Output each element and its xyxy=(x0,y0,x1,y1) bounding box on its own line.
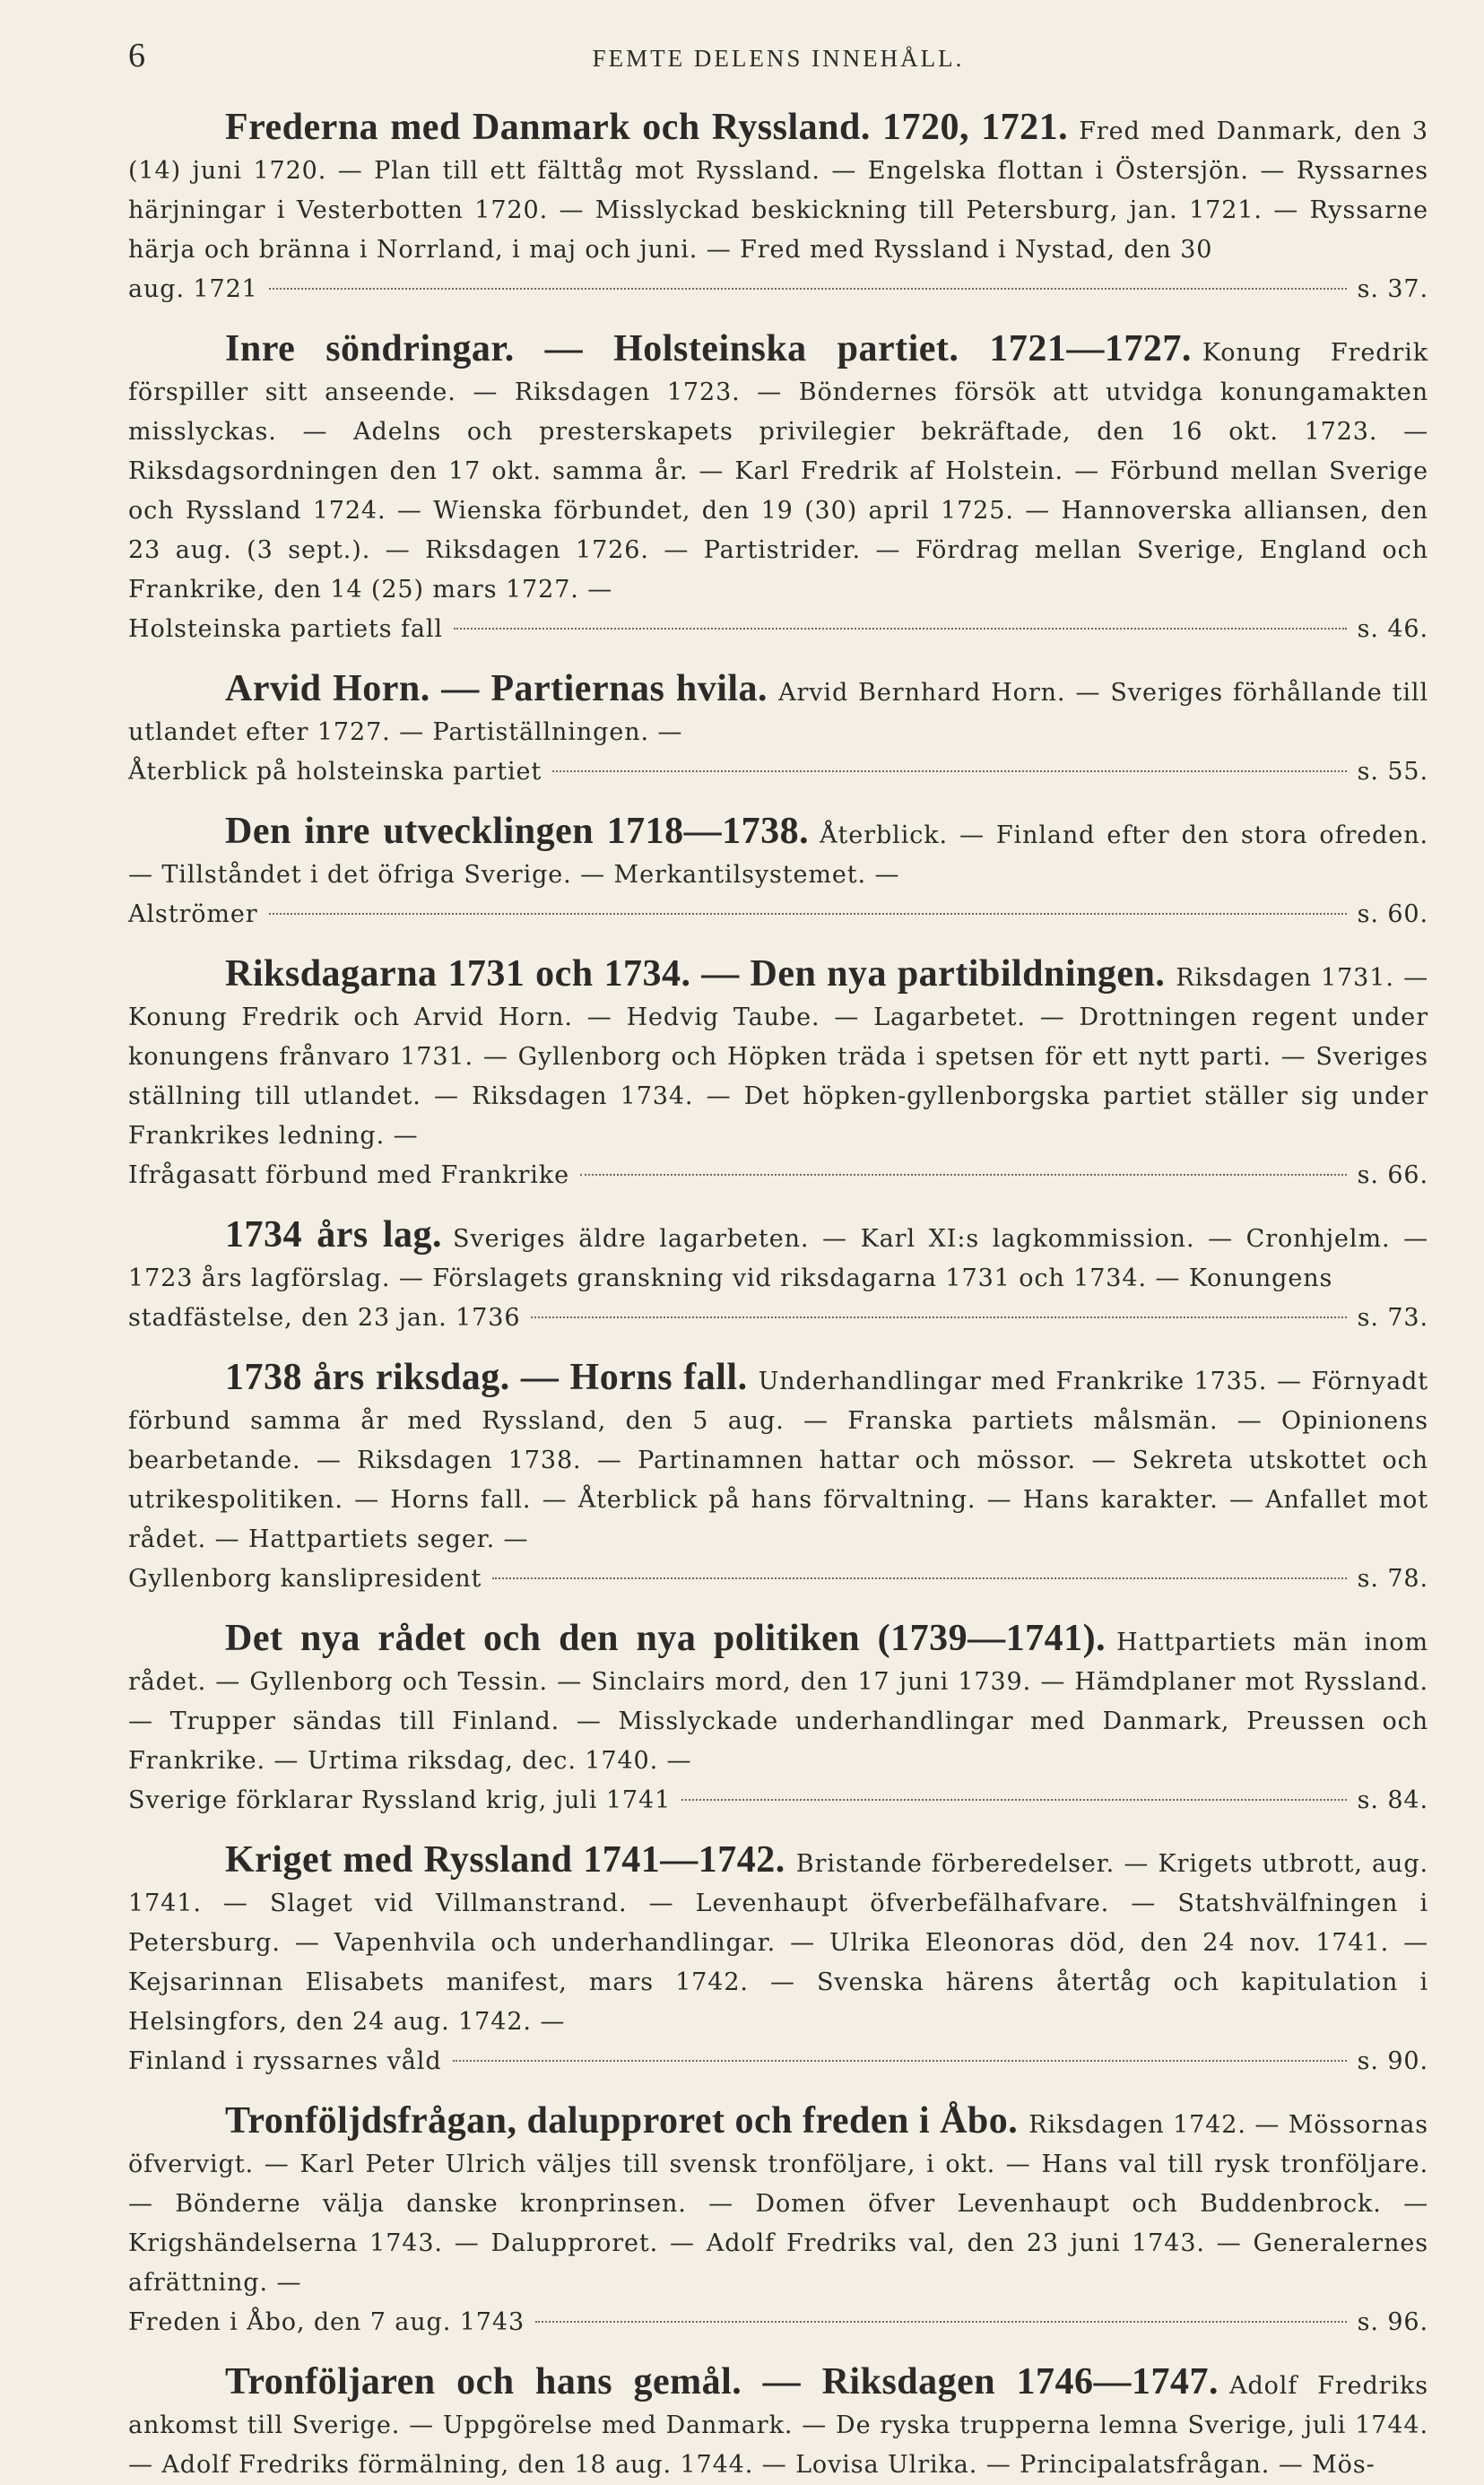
chapter-title: Den inre utvecklingen 1718—1738. xyxy=(225,811,810,852)
entry-body xyxy=(128,1619,1428,1781)
contents-entry xyxy=(128,1619,1428,1820)
entry-body xyxy=(128,669,1428,752)
contents-entry xyxy=(128,1215,1428,1338)
chapter-summary-end: stadfästelse, den 23 jan. 1736 xyxy=(128,1304,521,1332)
page-reference: s. 60. xyxy=(1357,900,1428,928)
page-number: 6 xyxy=(128,37,145,74)
entry-body xyxy=(128,108,1428,270)
entry-body xyxy=(128,2101,1428,2303)
chapter-title: 1734 års lag. xyxy=(225,1214,443,1256)
chapter-summary: Bristande förberedelser. — Krigets utbrott, aug. 1741. — Slaget vid Villmanstrand. — Levenhaupt öfverbefälhafvare. — Statshvälfningen i Petersburg. — Vapenhvila och underhandlingar. — Ulrika Eleonoras död, den 24 nov. 1741. — Kejsarinnan Elisabets manifest, mars 1742. — Svenska härens återtåg och kapitulation i Helsingfors, den 24 aug. 1742. — xyxy=(128,1850,1428,2036)
chapter-summary-end: Gyllenborg kanslipresident xyxy=(128,1565,482,1593)
chapter-summary: Konung Fredrik förspiller sitt anseende. — Riksdagen 1723. — Böndernes försök att utvidga konungamakten misslyckas. — Adelns och presterskapets privilegier bekräftade, den 16 okt. 1723. — Riksdagsordningen den 17 okt. samma år. — Karl Fredrik af Holstein. — Förbund mellan Sverige och Ryssland 1724. — Wienska förbundet, den 19 (30) april 1725. — Hannoverska alliansen, den 23 aug. (3 sept.). — Riksdagen 1726. — Partistrider. — Fördrag mellan Sverige, England och Frankrike, den 14 (25) mars 1727. — xyxy=(128,339,1428,604)
chapter-summary: Hattpartiets män inom rådet. — Gyllenborg och Tessin. — Sinclairs mord, den 17 juni 1739. — Hämdplaner mot Ryssland. — Trupper sändas till Finland. — Misslyckade underhandlingar med Danmark, Preussen och Frankrike. — Urtima riksdag, dec. 1740. — xyxy=(128,1629,1428,1775)
contents-entry xyxy=(128,329,1428,649)
entry-body xyxy=(128,2362,1428,2485)
dot-leader xyxy=(492,1577,1346,1579)
page-reference-line xyxy=(128,270,1428,309)
chapter-summary: Fred med Danmark, den 3 (14) juni 1720. — Plan till ett fälttåg mot Ryssland. — Engelska flottan i Östersjön. — Ryssarnes härjningar i Vesterbotten 1720. — Misslyckad beskickning till Petersburg, jan. 1721. — Ryssarne härja och bränna i Norrland, i maj och juni. — Fred med Ryssland i Nystad, den 30 xyxy=(128,117,1428,264)
chapter-title: 1738 års riksdag. — Horns fall. xyxy=(225,1357,748,1398)
entry-body xyxy=(128,1358,1428,1560)
page-reference: s. 78. xyxy=(1357,1565,1428,1593)
chapter-summary: Adolf Fredriks ankomst till Sverige. — Uppgörelse med Danmark. — De ryska trupperna lemna Sverige, juli 1744. — Adolf Fredriks förmälning, den 18 aug. 1744. — Lovisa Ulrika. — Principalatsfrågan. — Mös- xyxy=(128,2372,1428,2479)
chapter-summary: Återblick. — Finland efter den stora ofreden. — Tillståndet i det öfriga Sverige. — Merkantilsystemet. — xyxy=(128,821,1428,889)
chapter-title: Riksdagarna 1731 och 1734. — Den nya partibildningen. xyxy=(225,953,1166,995)
page-reference-line xyxy=(128,2042,1428,2081)
entry-body xyxy=(128,1215,1428,1299)
chapter-summary-end: Ifrågasatt förbund med Frankrike xyxy=(128,1161,569,1189)
dot-leader xyxy=(681,1799,1346,1801)
dot-leader xyxy=(580,1174,1347,1176)
chapter-title: Tronföljaren och hans gemål. — Riksdagen 1746—1747. xyxy=(225,2361,1219,2402)
page-reference: s. 73. xyxy=(1357,1304,1428,1332)
chapter-summary-end: Freden i Åbo, den 7 aug. 1743 xyxy=(128,2308,525,2336)
chapter-summary: Riksdagen 1731. — Konung Fredrik och Arvid Horn. — Hedvig Taube. — Lagarbetet. — Drottningen regent under konungens frånvaro 1731. — Gyllenborg och Höpken träda i spetsen för ett nytt parti. — Sveriges ställning till utlandet. — Riksdagen 1734. — Det höpken-gyllenborgska partiet ställer sig under Frankrikes ledning. — xyxy=(128,964,1428,1150)
dot-leader xyxy=(531,1316,1346,1318)
contents-list xyxy=(128,108,1428,2485)
chapter-summary-end: Sverige förklarar Ryssland krig, juli 1741 xyxy=(128,1786,672,1814)
chapter-summary-end: Återblick på holsteinska partiet xyxy=(128,758,542,786)
dot-leader xyxy=(454,628,1347,630)
entry-body xyxy=(128,812,1428,895)
page-header: FEMTE DELENS INNEHÅLL. xyxy=(592,45,965,72)
dot-leader xyxy=(453,2060,1347,2062)
chapter-title: Arvid Horn. — Partiernas hvila. xyxy=(225,668,768,709)
contents-entry xyxy=(128,669,1428,792)
page-reference: s. 84. xyxy=(1357,1786,1428,1814)
page-reference-line xyxy=(128,1299,1428,1338)
chapter-summary: Arvid Bernhard Horn. — Sveriges förhållande till utlandet efter 1727. — Partiställningen. — xyxy=(128,679,1428,746)
chapter-summary-end: Holsteinska partiets fall xyxy=(128,615,443,643)
page-reference: s. 90. xyxy=(1357,2047,1428,2075)
page-reference-line xyxy=(128,2303,1428,2342)
chapter-title: Tronföljdsfrågan, dalupproret och freden i Åbo. xyxy=(225,2100,1019,2142)
chapter-title: Det nya rådet och den nya politiken (1739—1741). xyxy=(225,1618,1106,1659)
page-reference-line xyxy=(128,1781,1428,1820)
page-reference-line xyxy=(128,752,1428,792)
contents-entry xyxy=(128,108,1428,309)
chapter-summary: Underhandlingar med Frankrike 1735. — Förnyadt förbund samma år med Ryssland, den 5 aug. — Franska partiets målsmän. — Opinionens bearbetande. — Riksdagen 1738. — Partinamnen hattar och mössor. — Sekreta utskottet och utrikespolitiken. — Horns fall. — Återblick på hans förvaltning. — Hans karakter. — Anfallet mot rådet. — Hattpartiets seger. — xyxy=(128,1368,1428,1553)
dot-leader xyxy=(269,913,1347,915)
chapter-title: Frederna med Danmark och Ryssland. 1720, 1721. xyxy=(225,107,1069,148)
page-reference: s. 55. xyxy=(1357,758,1428,786)
entry-body xyxy=(128,329,1428,610)
dot-leader xyxy=(269,288,1347,290)
contents-entry xyxy=(128,812,1428,934)
page-reference-line xyxy=(128,895,1428,934)
dot-leader xyxy=(535,2321,1347,2323)
contents-entry xyxy=(128,954,1428,1195)
page-reference-line xyxy=(128,1156,1428,1195)
chapter-summary: Sveriges äldre lagarbeten. — Karl XI:s lagkommission. — Cronhjelm. — 1723 års lagförslag. — Förslagets granskning vid riksdagarna 1731 och 1734. — Konungens xyxy=(128,1225,1428,1292)
chapter-summary-end: aug. 1721 xyxy=(128,275,258,303)
dot-leader xyxy=(552,770,1347,772)
contents-entry xyxy=(128,1358,1428,1599)
page-reference-line xyxy=(128,1560,1428,1599)
page-reference-line xyxy=(128,610,1428,649)
chapter-title: Kriget med Ryssland 1741—1742. xyxy=(225,1839,785,1881)
page-reference: s. 96. xyxy=(1357,2308,1428,2336)
entry-body xyxy=(128,954,1428,1156)
chapter-summary-end: Finland i ryssarnes våld xyxy=(128,2047,442,2075)
page-reference: s. 37. xyxy=(1357,275,1428,303)
page-reference: s. 66. xyxy=(1357,1161,1428,1189)
contents-entry xyxy=(128,2362,1428,2485)
chapter-summary-end: Alströmer xyxy=(128,900,258,928)
contents-entry xyxy=(128,2101,1428,2342)
contents-entry xyxy=(128,1840,1428,2081)
chapter-summary: Riksdagen 1742. — Mössornas öfvervigt. — Karl Peter Ulrich väljes till svensk tronföljare, i okt. — Hans val till rysk tronföljare. — Bönderne välja danske kronprinsen. — Domen öfver Levenhaupt och Buddenbrock. — Krigshändelserna 1743. — Dalupproret. — Adolf Fredriks val, den 23 juni 1743. — Generalernes afrättning. — xyxy=(128,2111,1428,2297)
page-reference: s. 46. xyxy=(1357,615,1428,643)
entry-body xyxy=(128,1840,1428,2042)
running-head xyxy=(128,36,1428,83)
chapter-title: Inre söndringar. — Holsteinska partiet. 1721—1727. xyxy=(225,328,1192,369)
